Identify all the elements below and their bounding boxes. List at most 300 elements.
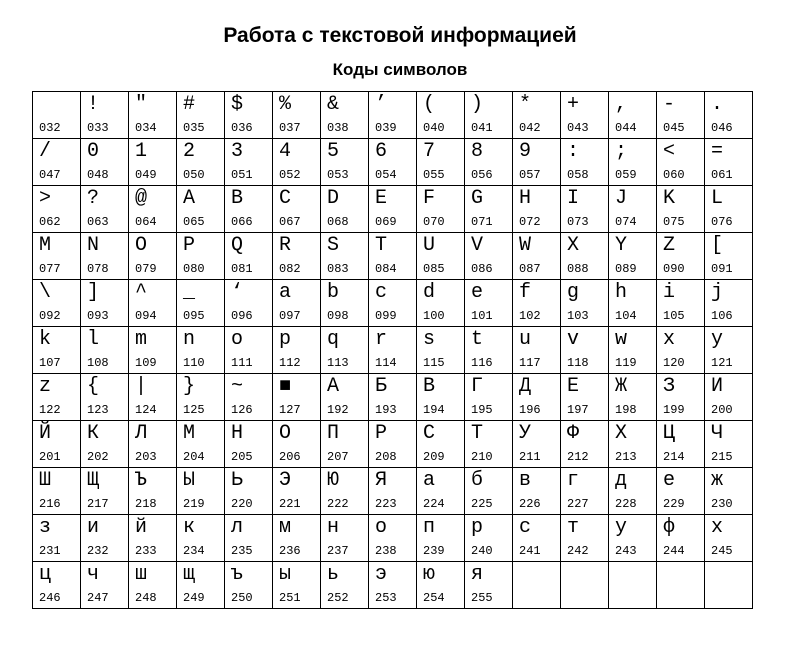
- character-code: 126: [231, 403, 253, 417]
- character-glyph: u: [519, 328, 532, 351]
- code-cell: [465, 421, 513, 468]
- code-cell: [513, 327, 561, 374]
- code-cell: [561, 327, 609, 374]
- character-code: 035: [183, 121, 205, 135]
- code-cell: [369, 92, 417, 139]
- character-code: 080: [183, 262, 205, 276]
- code-cell: [657, 515, 705, 562]
- character-code: 227: [567, 497, 589, 511]
- character-code: 245: [711, 544, 733, 558]
- character-glyph: З: [663, 375, 676, 398]
- character-glyph: н: [327, 516, 340, 539]
- character-glyph: i: [663, 281, 676, 304]
- character-code: 104: [615, 309, 637, 323]
- character-glyph: 7: [423, 140, 436, 163]
- character-glyph: $: [231, 93, 244, 116]
- code-cell: [225, 374, 273, 421]
- character-code: 232: [87, 544, 109, 558]
- code-cell: [225, 468, 273, 515]
- character-glyph: 5: [327, 140, 340, 163]
- character-code: 081: [231, 262, 253, 276]
- character-code: 049: [135, 168, 157, 182]
- character-glyph: К: [87, 422, 100, 445]
- code-cell: [369, 139, 417, 186]
- character-code: 065: [183, 215, 205, 229]
- code-cell: [561, 139, 609, 186]
- code-cell: [225, 327, 273, 374]
- character-code: 037: [279, 121, 301, 135]
- character-code: 039: [375, 121, 397, 135]
- code-cell: [177, 468, 225, 515]
- character-code: 068: [327, 215, 349, 229]
- code-cell: [369, 468, 417, 515]
- character-code: 036: [231, 121, 253, 135]
- code-cell: [657, 421, 705, 468]
- character-code: 066: [231, 215, 253, 229]
- character-code: 214: [663, 450, 685, 464]
- code-cell: [657, 280, 705, 327]
- character-code: 089: [615, 262, 637, 276]
- code-cell: [705, 280, 753, 327]
- character-code: 222: [327, 497, 349, 511]
- code-cell: [225, 139, 273, 186]
- character-code: 046: [711, 121, 733, 135]
- character-code: 057: [519, 168, 541, 182]
- character-code: 083: [327, 262, 349, 276]
- character-glyph: W: [519, 234, 532, 257]
- character-glyph: ь: [327, 563, 340, 586]
- code-cell: [705, 327, 753, 374]
- code-cell: [177, 92, 225, 139]
- code-cell: [465, 233, 513, 280]
- character-glyph: у: [615, 516, 628, 539]
- character-code: 103: [567, 309, 589, 323]
- character-code: 106: [711, 309, 733, 323]
- code-cell: [561, 515, 609, 562]
- character-glyph: l: [87, 328, 100, 351]
- code-cell: [273, 92, 321, 139]
- character-glyph: N: [87, 234, 100, 257]
- character-glyph: Ь: [231, 469, 244, 492]
- character-code: 099: [375, 309, 397, 323]
- character-code: 243: [615, 544, 637, 558]
- code-cell: [177, 562, 225, 609]
- character-glyph: d: [423, 281, 436, 304]
- code-cell: [609, 280, 657, 327]
- character-glyph: 3: [231, 140, 244, 163]
- code-cell: [609, 92, 657, 139]
- character-glyph: :: [567, 140, 580, 163]
- code-cell: [321, 515, 369, 562]
- table-row: [33, 421, 753, 468]
- character-code: 051: [231, 168, 253, 182]
- character-code: 067: [279, 215, 301, 229]
- character-code: 077: [39, 262, 61, 276]
- character-code: 082: [279, 262, 301, 276]
- code-cell: [129, 327, 177, 374]
- code-cell: [81, 186, 129, 233]
- code-cell: [33, 139, 81, 186]
- character-glyph: ;: [615, 140, 628, 163]
- table-row: [33, 562, 753, 609]
- character-glyph: t: [471, 328, 484, 351]
- character-code: 200: [711, 403, 733, 417]
- character-code: 093: [87, 309, 109, 323]
- character-code: 056: [471, 168, 493, 182]
- character-glyph: V: [471, 234, 484, 257]
- character-glyph: r: [375, 328, 388, 351]
- code-cell: [561, 186, 609, 233]
- code-cell: [657, 92, 705, 139]
- character-glyph: P: [183, 234, 196, 257]
- character-code: 206: [279, 450, 301, 464]
- character-code: 223: [375, 497, 397, 511]
- character-code: 101: [471, 309, 493, 323]
- table-row: [33, 92, 753, 139]
- character-glyph: m: [135, 328, 148, 351]
- character-glyph: о: [375, 516, 388, 539]
- code-cell: [417, 468, 465, 515]
- character-code-table-body: [33, 92, 753, 609]
- code-cell: [321, 139, 369, 186]
- character-glyph: H: [519, 187, 532, 210]
- character-glyph: а: [423, 469, 436, 492]
- character-code: 215: [711, 450, 733, 464]
- character-code: 225: [471, 497, 493, 511]
- code-cell: [273, 374, 321, 421]
- character-code: 201: [39, 450, 61, 464]
- code-cell: [561, 280, 609, 327]
- character-glyph: Е: [567, 375, 580, 398]
- character-code: 116: [471, 356, 493, 370]
- character-glyph: +: [567, 93, 580, 116]
- page-title: Работа с текстовой информацией: [223, 24, 577, 47]
- character-glyph: h: [615, 281, 628, 304]
- code-cell: [81, 468, 129, 515]
- code-cell: [465, 515, 513, 562]
- code-cell: [369, 374, 417, 421]
- character-glyph: х: [711, 516, 724, 539]
- character-code: 105: [663, 309, 685, 323]
- character-code: 212: [567, 450, 589, 464]
- character-glyph: б: [471, 469, 484, 492]
- character-glyph: л: [231, 516, 244, 539]
- character-glyph: j: [711, 281, 724, 304]
- character-code: 110: [183, 356, 205, 370]
- character-code: 048: [87, 168, 109, 182]
- code-cell: [705, 562, 753, 609]
- character-glyph: т: [567, 516, 580, 539]
- code-cell: [273, 562, 321, 609]
- character-glyph: K: [663, 187, 676, 210]
- code-cell: [81, 562, 129, 609]
- character-code: 114: [375, 356, 397, 370]
- character-code: 235: [231, 544, 253, 558]
- code-cell: [129, 468, 177, 515]
- character-code: 094: [135, 309, 157, 323]
- character-code: 252: [327, 591, 349, 605]
- code-cell: [513, 92, 561, 139]
- code-cell: [417, 92, 465, 139]
- code-cell: [273, 327, 321, 374]
- character-glyph: Ч: [711, 422, 724, 445]
- code-cell: [417, 515, 465, 562]
- code-cell: [369, 421, 417, 468]
- character-glyph: U: [423, 234, 436, 257]
- code-cell: [609, 233, 657, 280]
- character-glyph: w: [615, 328, 628, 351]
- character-glyph: г: [567, 469, 580, 492]
- character-code: 238: [375, 544, 397, 558]
- character-code-table: [32, 91, 753, 609]
- code-cell: [177, 421, 225, 468]
- character-glyph: ): [471, 93, 484, 116]
- character-code: 113: [327, 356, 349, 370]
- character-glyph: D: [327, 187, 340, 210]
- character-glyph: Й: [39, 422, 52, 445]
- character-glyph: А: [327, 375, 340, 398]
- code-cell: [417, 562, 465, 609]
- page-subtitle: Коды символов: [332, 60, 468, 79]
- character-glyph: П: [327, 422, 340, 445]
- code-cell: [369, 327, 417, 374]
- character-glyph: я: [471, 563, 484, 586]
- character-glyph: %: [279, 93, 292, 116]
- character-glyph: e: [471, 281, 484, 304]
- code-cell: [225, 233, 273, 280]
- character-glyph: ?: [87, 187, 100, 210]
- character-code: 234: [183, 544, 205, 558]
- character-code: 231: [39, 544, 61, 558]
- character-code: 118: [567, 356, 589, 370]
- code-cell: [609, 186, 657, 233]
- code-cell: [513, 280, 561, 327]
- code-cell: [321, 421, 369, 468]
- character-glyph: Ы: [183, 469, 196, 492]
- character-glyph: Р: [375, 422, 388, 445]
- code-cell: [417, 421, 465, 468]
- character-code: 220: [231, 497, 253, 511]
- code-cell: [81, 92, 129, 139]
- character-code: 087: [519, 262, 541, 276]
- character-code: 088: [567, 262, 589, 276]
- code-cell: [465, 139, 513, 186]
- code-cell: [513, 186, 561, 233]
- character-code: 241: [519, 544, 541, 558]
- character-code: 044: [615, 121, 637, 135]
- character-code: 050: [183, 168, 205, 182]
- character-code: 100: [423, 309, 445, 323]
- character-glyph: Э: [279, 469, 292, 492]
- character-glyph: Q: [231, 234, 244, 257]
- character-code: 063: [87, 215, 109, 229]
- code-cell: [465, 92, 513, 139]
- character-code: 085: [423, 262, 445, 276]
- character-code: 061: [711, 168, 733, 182]
- code-cell: [225, 280, 273, 327]
- character-code: 216: [39, 497, 61, 511]
- character-glyph: ю: [423, 563, 436, 586]
- code-cell: [177, 327, 225, 374]
- character-glyph: E: [375, 187, 388, 210]
- code-cell: [129, 186, 177, 233]
- code-cell: [561, 233, 609, 280]
- character-glyph: В: [423, 375, 436, 398]
- character-glyph: L: [711, 187, 724, 210]
- code-cell: [417, 374, 465, 421]
- character-glyph: О: [279, 422, 292, 445]
- character-code: 207: [327, 450, 349, 464]
- character-glyph: z: [39, 375, 52, 398]
- code-cell: [177, 280, 225, 327]
- character-code: 059: [615, 168, 637, 182]
- character-code: 054: [375, 168, 397, 182]
- character-glyph: \: [39, 281, 52, 304]
- character-code: 221: [279, 497, 301, 511]
- character-glyph: y: [711, 328, 724, 351]
- character-glyph: 9: [519, 140, 532, 163]
- character-glyph: У: [519, 422, 532, 445]
- code-cell: [657, 139, 705, 186]
- character-code: 251: [279, 591, 301, 605]
- code-cell: [609, 374, 657, 421]
- character-glyph: Х: [615, 422, 628, 445]
- character-code: 194: [423, 403, 445, 417]
- code-cell: [33, 92, 81, 139]
- character-code: 073: [567, 215, 589, 229]
- character-glyph: Ъ: [135, 469, 148, 492]
- character-code: 034: [135, 121, 157, 135]
- code-cell: [465, 562, 513, 609]
- code-cell: [369, 562, 417, 609]
- character-glyph: 8: [471, 140, 484, 163]
- code-cell: [321, 92, 369, 139]
- code-cell: [177, 233, 225, 280]
- code-cell: [81, 421, 129, 468]
- code-cell: [33, 186, 81, 233]
- character-glyph: p: [279, 328, 292, 351]
- code-cell: [129, 92, 177, 139]
- code-cell: [81, 139, 129, 186]
- character-code: 218: [135, 497, 157, 511]
- code-cell: [33, 374, 81, 421]
- character-glyph: ": [135, 93, 148, 116]
- character-code: 074: [615, 215, 637, 229]
- character-glyph: a: [279, 281, 292, 304]
- code-cell: [513, 515, 561, 562]
- character-code: 042: [519, 121, 541, 135]
- character-glyph: Т: [471, 422, 484, 445]
- character-code: 032: [39, 121, 61, 135]
- code-cell: [177, 139, 225, 186]
- character-code: 107: [39, 356, 61, 370]
- character-glyph: ж: [711, 469, 724, 492]
- table-row: [33, 374, 753, 421]
- character-glyph: n: [183, 328, 196, 351]
- character-glyph: c: [375, 281, 388, 304]
- code-cell: [129, 374, 177, 421]
- code-cell: [33, 233, 81, 280]
- character-glyph: F: [423, 187, 436, 210]
- character-glyph: C: [279, 187, 292, 210]
- character-code: 071: [471, 215, 493, 229]
- code-cell: [513, 562, 561, 609]
- code-cell: [513, 374, 561, 421]
- code-cell: [321, 374, 369, 421]
- character-code: 058: [567, 168, 589, 182]
- character-glyph: _: [183, 281, 196, 304]
- character-glyph: Z: [663, 234, 676, 257]
- character-code: 211: [519, 450, 541, 464]
- character-code: 111: [231, 356, 253, 370]
- character-code: 033: [87, 121, 109, 135]
- character-code: 069: [375, 215, 397, 229]
- character-code: 226: [519, 497, 541, 511]
- code-cell: [609, 515, 657, 562]
- character-code: 203: [135, 450, 157, 464]
- character-glyph: ,: [615, 93, 628, 116]
- code-cell: [609, 327, 657, 374]
- character-glyph: b: [327, 281, 340, 304]
- character-code: 117: [519, 356, 541, 370]
- code-cell: [225, 562, 273, 609]
- code-cell: [465, 186, 513, 233]
- character-glyph: ^: [135, 281, 148, 304]
- character-code: 097: [279, 309, 301, 323]
- character-code: 115: [423, 356, 445, 370]
- character-code: 062: [39, 215, 61, 229]
- code-cell: [369, 186, 417, 233]
- table-row: [33, 233, 753, 280]
- character-glyph: Щ: [87, 469, 100, 492]
- code-cell: [321, 468, 369, 515]
- character-glyph: #: [183, 93, 196, 116]
- character-glyph: S: [327, 234, 340, 257]
- character-code: 064: [135, 215, 157, 229]
- character-glyph: >: [39, 187, 52, 210]
- character-code: 091: [711, 262, 733, 276]
- table-row: [33, 468, 753, 515]
- character-code: 249: [183, 591, 205, 605]
- character-code: 204: [183, 450, 205, 464]
- character-code: 195: [471, 403, 493, 417]
- character-code: 242: [567, 544, 589, 558]
- code-cell: [705, 374, 753, 421]
- character-glyph: э: [375, 563, 388, 586]
- character-code: 075: [663, 215, 685, 229]
- character-glyph: x: [663, 328, 676, 351]
- character-code: 038: [327, 121, 349, 135]
- code-cell: [561, 421, 609, 468]
- character-glyph: С: [423, 422, 436, 445]
- character-code: 040: [423, 121, 445, 135]
- character-glyph: o: [231, 328, 244, 351]
- code-cell: [417, 327, 465, 374]
- character-glyph: !: [87, 93, 100, 116]
- code-cell: [609, 562, 657, 609]
- character-glyph: Y: [615, 234, 628, 257]
- code-cell: [561, 562, 609, 609]
- code-cell: [369, 515, 417, 562]
- character-glyph: й: [135, 516, 148, 539]
- code-cell: [369, 280, 417, 327]
- code-cell: [225, 515, 273, 562]
- character-code: 240: [471, 544, 493, 558]
- character-glyph: Я: [375, 469, 388, 492]
- character-code: 047: [39, 168, 61, 182]
- character-glyph: Ф: [567, 422, 580, 445]
- code-cell: [33, 421, 81, 468]
